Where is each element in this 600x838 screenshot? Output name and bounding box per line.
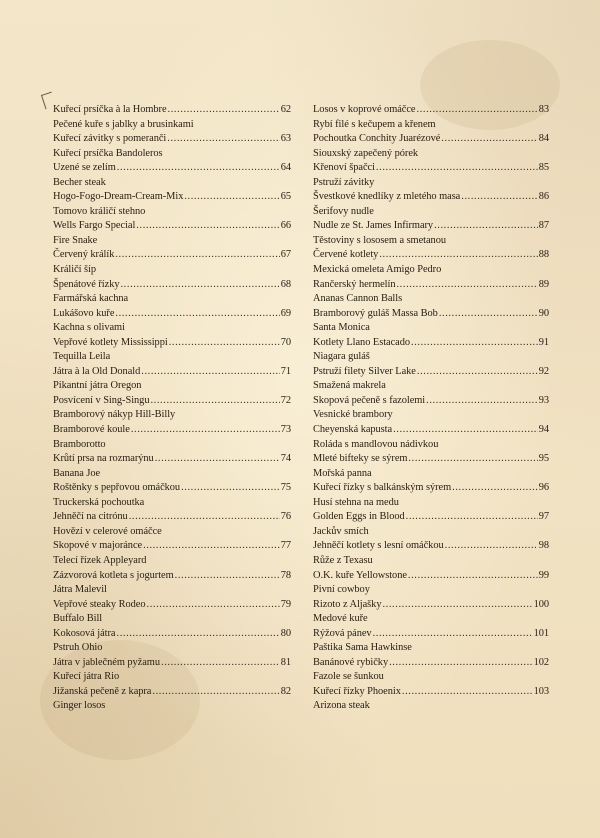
recipe-title: Siouxský zapečený pórek [313, 147, 419, 159]
page-number: 65 [280, 191, 291, 203]
toc-entry [313, 278, 549, 293]
recipe-title: Medové kuře [313, 613, 368, 625]
toc-entry [53, 583, 291, 598]
recipe-title: Mexická omeleta Amigo Pedro [313, 264, 442, 276]
recipe-title: Křenoví špačci [313, 162, 375, 174]
recipe-title: Mleté bifteky se sýrem [313, 453, 408, 465]
toc-entry [53, 699, 291, 714]
recipe-title: Skopová pečeně s fazolemi [313, 394, 426, 406]
toc-entry [53, 103, 291, 118]
recipe-title: Ananas Cannon Balls [313, 293, 403, 305]
recipe-title: Švestkové knedlíky z mletého masa [313, 191, 461, 203]
recipe-title: Banánové rybičky [313, 656, 389, 668]
dot-leader [115, 307, 279, 322]
page-number: 100 [533, 598, 549, 610]
recipe-title: Jižanská pečeně z kapra [53, 685, 152, 697]
toc-entry [313, 641, 549, 656]
toc-entry [313, 190, 549, 205]
recipe-title: Farmářská kachna [53, 293, 129, 305]
dot-leader [406, 510, 538, 525]
toc-entry [313, 627, 549, 642]
recipe-title: Skopové v majoránce [53, 540, 143, 552]
recipe-title: Rýžová pánev [313, 627, 372, 639]
toc-entry [53, 481, 291, 496]
page-number: 89 [538, 278, 549, 290]
page-number: 101 [533, 627, 549, 639]
toc-entry [313, 569, 549, 584]
toc-entry [53, 190, 291, 205]
toc-entry [313, 394, 549, 409]
toc-entry [313, 408, 549, 423]
recipe-title: Husí stehna na medu [313, 496, 399, 508]
dot-leader [439, 307, 538, 322]
recipe-title: Pečené kuře s jablky a brusinkami [53, 118, 194, 130]
recipe-title: Bramborotto [53, 438, 106, 450]
recipe-title: Bramborový guláš Massa Bob [313, 307, 438, 319]
dot-leader [143, 539, 280, 554]
recipe-title: Truckerská pochoutka [53, 496, 145, 508]
dot-leader [426, 394, 538, 409]
dot-leader [117, 627, 280, 642]
recipe-title: Bramborové koule [53, 424, 130, 436]
page-number: 71 [280, 365, 291, 377]
page-number: 66 [280, 220, 291, 232]
toc-entry [53, 627, 291, 642]
toc-entry [53, 336, 291, 351]
page-number: 88 [538, 249, 549, 261]
recipe-title: O.K. kuře Yellowstone [313, 569, 407, 581]
dot-leader [115, 248, 279, 263]
recipe-title: Pstruh Ohio [53, 642, 103, 654]
page-number: 86 [538, 191, 549, 203]
recipe-title: Pochoutka Conchity Juarézové [313, 133, 441, 145]
dot-leader [434, 219, 538, 234]
dot-leader [408, 452, 537, 467]
recipe-title: Golden Eggs in Blood [313, 511, 405, 523]
toc-entry [313, 147, 549, 162]
recipe-title: Fire Snake [53, 234, 98, 246]
recipe-title: Vepřové kotlety Mississippi [53, 336, 168, 348]
page-number: 73 [280, 424, 291, 436]
page-number: 68 [280, 278, 291, 290]
toc-entry [53, 263, 291, 278]
toc-entry [53, 147, 291, 162]
recipe-title: Fazole se šunkou [313, 671, 384, 683]
recipe-title: Játra v jablečném pyžamu [53, 656, 160, 668]
toc-entry [53, 423, 291, 438]
recipe-title: Zázvorová kotleta s jogurtem [53, 569, 174, 581]
dot-leader [167, 132, 279, 147]
dot-leader [411, 336, 538, 351]
page-number: 98 [538, 540, 549, 552]
dot-leader [376, 161, 538, 176]
page-number: 85 [538, 162, 549, 174]
recipe-title: Becher steak [53, 176, 106, 188]
dot-leader [379, 248, 537, 263]
toc-entry [53, 118, 291, 133]
recipe-title: Nudle ze St. James Infirmary [313, 220, 434, 232]
toc-entry [53, 510, 291, 525]
page-number: 70 [280, 336, 291, 348]
toc-entry [53, 176, 291, 191]
page-number: 93 [538, 394, 549, 406]
recipe-title: Kuřecí řízky s balkánským sýrem [313, 482, 452, 494]
recipe-title: Jackův smích [313, 525, 369, 537]
recipe-title: Jehněčí na citrónu [53, 511, 128, 523]
toc-entry [53, 539, 291, 554]
page-number: 64 [280, 162, 291, 174]
recipe-title: Jehněčí kotlety s lesní omáčkou [313, 540, 444, 552]
toc-entry [313, 685, 549, 700]
dot-leader [408, 569, 538, 584]
page-number: 82 [280, 685, 291, 697]
toc-entry [53, 161, 291, 176]
recipe-title: Játra Malevil [53, 584, 107, 596]
recipe-title: Špenátové řízky [53, 278, 120, 290]
toc-entry [53, 569, 291, 584]
recipe-title: Pikantní játra Oregon [53, 380, 142, 392]
dot-leader [181, 481, 280, 496]
toc-entry [53, 132, 291, 147]
recipe-title: Uzené se zelím [53, 162, 116, 174]
toc-right-column [313, 103, 549, 714]
toc-entry [313, 583, 549, 598]
toc-entry [53, 219, 291, 234]
page-number: 102 [533, 656, 549, 668]
toc-entry [53, 641, 291, 656]
toc-entry [53, 525, 291, 540]
toc-entry [313, 379, 549, 394]
recipe-title: Roštěnky s pepřovou omáčkou [53, 482, 181, 494]
dot-leader [175, 569, 280, 584]
toc-entry [53, 321, 291, 336]
toc-entry [313, 656, 549, 671]
recipe-title: Losos v koprové omáčce [313, 104, 416, 115]
toc-entry [313, 292, 549, 307]
recipe-title: Buffalo Bill [53, 613, 103, 625]
toc-entry [313, 132, 549, 147]
recipe-title: Červené kotlety [313, 249, 379, 261]
toc-entry [313, 467, 549, 482]
dot-leader [117, 161, 280, 176]
dot-leader [136, 219, 279, 234]
recipe-title: Posvícení v Sing-Singu [53, 394, 150, 406]
recipe-title: Wells Fargo Special [53, 220, 136, 232]
toc-entry [53, 438, 291, 453]
recipe-title: Kotlety Llano Estacado [313, 336, 411, 348]
toc-left-column [53, 103, 291, 714]
recipe-title: Vepřové steaky Rodeo [53, 598, 146, 610]
dot-leader [169, 336, 280, 351]
toc-entry [53, 612, 291, 627]
dot-leader [152, 685, 279, 700]
toc-entry [53, 278, 291, 293]
page-number: 79 [280, 598, 291, 610]
dot-leader [161, 656, 280, 671]
recipe-title: Kokosová játra [53, 627, 116, 639]
toc-entry [313, 205, 549, 220]
recipe-title: Telecí řízek Appleyard [53, 554, 147, 566]
dot-leader [168, 103, 280, 118]
page-number: 78 [280, 569, 291, 581]
toc-entry [313, 103, 549, 118]
page-number: 81 [280, 656, 291, 668]
toc-entry [313, 234, 549, 249]
page-number: 97 [538, 511, 549, 523]
recipe-title: Růže z Texasu [313, 554, 373, 566]
recipe-title: Pivní cowboy [313, 584, 370, 596]
toc-entry [313, 161, 549, 176]
dot-leader [452, 481, 538, 496]
dot-leader [382, 598, 532, 613]
toc-entry [313, 248, 549, 263]
recipe-title: Kachna s olivami [53, 322, 125, 334]
dot-leader [131, 423, 280, 438]
recipe-title: Lukášovo kuře [53, 307, 115, 319]
toc-entry [53, 205, 291, 220]
toc-entry [313, 219, 549, 234]
toc-entry [313, 263, 549, 278]
toc-entry [313, 510, 549, 525]
dot-leader [445, 539, 538, 554]
dot-leader [150, 394, 279, 409]
toc-entry [53, 292, 291, 307]
toc-entry [53, 496, 291, 511]
recipe-title: Krůtí prsa na rozmarýnu [53, 453, 154, 465]
page-number: 76 [280, 511, 291, 523]
page-number: 95 [538, 453, 549, 465]
recipe-title: Rančerský hermelín [313, 278, 396, 290]
recipe-title: Kuřecí závitky s pomeranči [53, 133, 167, 145]
dot-leader [393, 423, 538, 438]
recipe-title: Kuřecí játra Rio [53, 671, 120, 683]
page-number: 77 [280, 540, 291, 552]
page-number: 83 [538, 104, 549, 115]
toc-entry [53, 656, 291, 671]
toc-entry [53, 234, 291, 249]
toc-entry [53, 670, 291, 685]
page-number: 80 [280, 627, 291, 639]
page-number: 62 [280, 104, 291, 115]
toc-entry [313, 350, 549, 365]
toc-entry [53, 365, 291, 380]
dot-leader [396, 278, 537, 293]
recipe-title: Šerifovy nudle [313, 205, 374, 217]
toc-entry [313, 598, 549, 613]
toc-entry [313, 423, 549, 438]
toc-entry [53, 394, 291, 409]
toc-entry [53, 685, 291, 700]
dot-leader [184, 190, 279, 205]
toc-entry [53, 379, 291, 394]
toc-entry [313, 554, 549, 569]
recipe-title: Pstruží závitky [313, 176, 375, 188]
page-number: 99 [538, 569, 549, 581]
toc-entry [313, 481, 549, 496]
recipe-title: Cheyenská kapusta [313, 424, 393, 436]
recipe-title: Vesnické brambory [313, 409, 393, 421]
page-number: 63 [280, 133, 291, 145]
recipe-title: Králičí šíp [53, 264, 97, 276]
recipe-title: Ginger losos [53, 700, 106, 712]
toc-entry [313, 118, 549, 133]
page-number: 84 [538, 133, 549, 145]
recipe-title: Těstoviny s lososem a smetanou [313, 234, 446, 246]
recipe-title: Paštika Sama Hawkinse [313, 642, 412, 654]
recipe-title: Pstruží filety Silver Lake [313, 365, 416, 377]
toc-entry [313, 336, 549, 351]
recipe-title: Rybí filé s kečupem a křenem [313, 118, 436, 130]
page-number: 90 [538, 307, 549, 319]
toc-entry [53, 350, 291, 365]
recipe-title: Rizoto z Aljašky [313, 598, 382, 610]
page-number: 75 [280, 482, 291, 494]
page-number: 87 [538, 220, 549, 232]
recipe-title: Kuřecí prsíčka Bandoleros [53, 147, 163, 159]
dot-leader [373, 627, 533, 642]
toc-entry [313, 699, 549, 714]
toc-entry [313, 525, 549, 540]
toc-entry [313, 307, 549, 322]
dot-leader [402, 685, 533, 700]
recipe-title: Tomovo králičí stehno [53, 205, 146, 217]
recipe-title: Banana Joe [53, 467, 101, 479]
toc-entry [53, 408, 291, 423]
toc-entry [313, 670, 549, 685]
dot-leader [417, 103, 538, 118]
page-number: 103 [533, 685, 549, 697]
dot-leader [120, 278, 279, 293]
toc-entry [53, 598, 291, 613]
recipe-title: Roláda s mandlovou nádivkou [313, 438, 439, 450]
recipe-title: Arizona steak [313, 700, 370, 712]
recipe-title: Santa Monica [313, 322, 370, 334]
toc-entry [53, 307, 291, 322]
recipe-title: Hogo-Fogo-Dream-Cream-Mix [53, 191, 184, 203]
page-number: 72 [280, 394, 291, 406]
dot-leader [441, 132, 537, 147]
toc-entry [53, 467, 291, 482]
toc-entry [313, 176, 549, 191]
page-number: 92 [538, 365, 549, 377]
page-number: 91 [538, 336, 549, 348]
toc-entry [313, 452, 549, 467]
recipe-title: Kuřecí řízky Phoenix [313, 685, 401, 697]
page-number: 67 [280, 249, 291, 261]
dot-leader [155, 452, 280, 467]
toc-entry [53, 554, 291, 569]
page-number: 94 [538, 424, 549, 436]
dot-leader [129, 510, 280, 525]
recipe-title: Tequilla Leila [53, 351, 111, 363]
recipe-title: Bramborový nákyp Hill-Billy [53, 409, 176, 421]
toc-entry [313, 612, 549, 627]
recipe-title: Mořská panna [313, 467, 372, 479]
dot-leader [461, 190, 537, 205]
toc-entry [53, 452, 291, 467]
recipe-title: Kuřecí prsíčka à la Hombre [53, 104, 167, 115]
toc-entry [313, 321, 549, 336]
page-number: 96 [538, 482, 549, 494]
page-number: 74 [280, 453, 291, 465]
dot-leader [389, 656, 532, 671]
dot-leader [141, 365, 279, 380]
dot-leader [147, 598, 280, 613]
toc-entry [313, 438, 549, 453]
recipe-title: Niagara guláš [313, 351, 370, 363]
recipe-title: Hovězí v celerové omáčce [53, 525, 162, 537]
page-number: 69 [280, 307, 291, 319]
toc-entry [53, 248, 291, 263]
toc-entry [313, 365, 549, 380]
recipe-title: Játra à la Old Donald [53, 365, 141, 377]
recipe-title: Červený králík [53, 249, 115, 261]
toc-entry [313, 496, 549, 511]
dot-leader [417, 365, 538, 380]
toc-entry [313, 539, 549, 554]
recipe-title: Smažená makrela [313, 380, 386, 392]
